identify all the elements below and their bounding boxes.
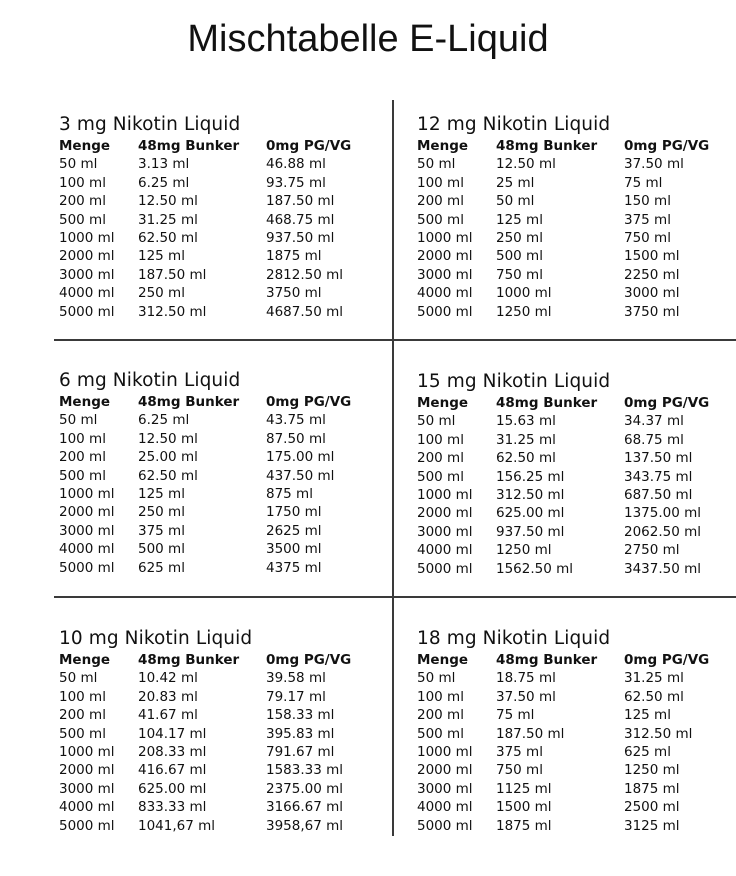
table-cell: 50 ml — [417, 413, 456, 430]
table-cell: 3000 ml — [59, 266, 115, 283]
table-cell: 1875 ml — [266, 248, 322, 265]
table-cell: 79.17 ml — [266, 688, 326, 705]
column-header: 48mg Bunker — [496, 138, 598, 154]
table-cell: 100 ml — [59, 688, 106, 705]
table-cell: 343.75 ml — [624, 468, 693, 485]
mix-section — [417, 114, 736, 321]
table-header-row — [417, 394, 734, 412]
mix-table — [417, 651, 734, 835]
table-cell: 50 ml — [417, 156, 456, 173]
table-cell: 375 ml — [496, 744, 543, 761]
table-cell: 208.33 ml — [138, 744, 207, 761]
table-row — [59, 247, 376, 265]
table-row — [417, 266, 734, 284]
table-cell: 5000 ml — [417, 560, 473, 577]
table-cell: 875 ml — [266, 486, 313, 503]
table-cell: 50 ml — [59, 412, 98, 429]
table-cell: 43.75 ml — [266, 412, 326, 429]
table-cell: 1875 ml — [496, 817, 552, 834]
section-heading: 6 mg Nikotin Liquid — [59, 370, 241, 391]
table-cell: 2000 ml — [59, 504, 115, 521]
table-cell: 37.50 ml — [624, 156, 684, 173]
table-cell: 104.17 ml — [138, 725, 207, 742]
column-header: 48mg Bunker — [138, 652, 240, 668]
table-cell: 200 ml — [417, 193, 464, 210]
table-cell: 187.50 ml — [138, 266, 207, 283]
table-cell: 250 ml — [138, 285, 185, 302]
table-cell: 31.25 ml — [138, 211, 198, 228]
table-row — [59, 266, 376, 284]
table-cell: 75 ml — [496, 707, 535, 724]
table-cell: 93.75 ml — [266, 174, 326, 191]
table-cell: 4000 ml — [59, 799, 115, 816]
table-cell: 1000 ml — [59, 744, 115, 761]
table-row — [59, 706, 376, 724]
table-row — [59, 780, 376, 798]
section-heading: 18 mg Nikotin Liquid — [417, 628, 611, 649]
table-cell: 62.50 ml — [138, 230, 198, 247]
mix-table — [59, 137, 376, 321]
column-header: Menge — [417, 395, 469, 411]
table-cell: 100 ml — [417, 174, 464, 191]
table-cell: 100 ml — [417, 431, 464, 448]
table-cell: 3750 ml — [624, 303, 680, 320]
column-header: 48mg Bunker — [496, 395, 598, 411]
table-cell: 500 ml — [417, 468, 464, 485]
table-cell: 5000 ml — [417, 303, 473, 320]
table-row — [59, 522, 376, 540]
column-header: 0mg PG/VG — [266, 138, 352, 154]
table-cell: 4000 ml — [59, 285, 115, 302]
column-header: 0mg PG/VG — [624, 138, 710, 154]
table-cell: 4000 ml — [59, 541, 115, 558]
mix-table — [59, 651, 376, 835]
column-header: 0mg PG/VG — [266, 394, 352, 410]
table-cell: 175.00 ml — [266, 449, 335, 466]
column-header: Menge — [417, 138, 469, 154]
table-cell: 156.25 ml — [496, 468, 565, 485]
table-row — [417, 155, 734, 173]
table-header-row — [59, 137, 376, 155]
table-row — [59, 761, 376, 779]
table-row — [59, 798, 376, 816]
table-cell: 18.75 ml — [496, 670, 556, 687]
table-row — [59, 411, 376, 429]
table-cell: 62.50 ml — [496, 450, 556, 467]
table-cell: 3958,67 ml — [266, 817, 344, 834]
table-cell: 1125 ml — [496, 780, 552, 797]
table-cell: 750 ml — [624, 230, 671, 247]
table-row — [417, 817, 734, 835]
table-row — [59, 559, 376, 577]
table-row — [417, 761, 734, 779]
table-cell: 6.25 ml — [138, 174, 190, 191]
table-cell: 468.75 ml — [266, 211, 335, 228]
table-cell: 2500 ml — [624, 799, 680, 816]
table-row — [59, 303, 376, 321]
table-cell: 12.50 ml — [138, 193, 198, 210]
table-header-row — [417, 137, 734, 155]
table-cell: 416.67 ml — [138, 762, 207, 779]
column-header: Menge — [59, 394, 111, 410]
table-row — [417, 486, 734, 504]
table-cell: 937.50 ml — [266, 230, 335, 247]
table-row — [417, 780, 734, 798]
table-cell: 50 ml — [59, 156, 98, 173]
column-header: 0mg PG/VG — [266, 652, 352, 668]
table-cell: 1500 ml — [624, 248, 680, 265]
table-cell: 312.50 ml — [624, 725, 693, 742]
page-title: Mischtabelle E-Liquid — [187, 18, 549, 60]
table-cell: 4375 ml — [266, 559, 322, 576]
table-cell: 500 ml — [417, 211, 464, 228]
table-cell: 50 ml — [496, 193, 535, 210]
table-cell: 25.00 ml — [138, 449, 198, 466]
table-cell: 4000 ml — [417, 799, 473, 816]
table-row — [59, 669, 376, 687]
section-heading: 10 mg Nikotin Liquid — [59, 628, 253, 649]
table-cell: 100 ml — [59, 174, 106, 191]
table-cell: 500 ml — [138, 541, 185, 558]
column-header: 0mg PG/VG — [624, 652, 710, 668]
table-cell: 3166.67 ml — [266, 799, 344, 816]
table-cell: 200 ml — [59, 707, 106, 724]
table-row — [417, 725, 734, 743]
table-cell: 937.50 ml — [496, 523, 565, 540]
table-cell: 750 ml — [496, 266, 543, 283]
table-cell: 2812.50 ml — [266, 266, 344, 283]
table-cell: 1562.50 ml — [496, 560, 574, 577]
table-cell: 5000 ml — [417, 817, 473, 834]
table-row — [417, 174, 734, 192]
table-cell: 687.50 ml — [624, 487, 693, 504]
table-cell: 62.50 ml — [624, 688, 684, 705]
table-cell: 3000 ml — [417, 266, 473, 283]
table-row — [417, 229, 734, 247]
table-cell: 250 ml — [496, 230, 543, 247]
table-cell: 3000 ml — [417, 780, 473, 797]
mix-table — [417, 394, 734, 578]
table-row — [59, 174, 376, 192]
table-row — [417, 468, 734, 486]
table-cell: 625.00 ml — [138, 780, 207, 797]
table-cell: 312.50 ml — [138, 303, 207, 320]
table-row — [417, 798, 734, 816]
table-cell: 3000 ml — [417, 523, 473, 540]
table-row — [417, 688, 734, 706]
table-cell: 41.67 ml — [138, 707, 198, 724]
table-cell: 1000 ml — [417, 744, 473, 761]
table-cell: 187.50 ml — [266, 193, 335, 210]
table-row — [417, 284, 734, 302]
column-header: Menge — [59, 138, 111, 154]
table-row — [417, 523, 734, 541]
table-cell: 2375.00 ml — [266, 780, 344, 797]
table-row — [59, 503, 376, 521]
table-cell: 1500 ml — [496, 799, 552, 816]
horizontal-divider-top — [54, 339, 736, 341]
table-cell: 2625 ml — [266, 522, 322, 539]
table-cell: 3500 ml — [266, 541, 322, 558]
table-cell: 4000 ml — [417, 285, 473, 302]
table-row — [417, 706, 734, 724]
table-cell: 68.75 ml — [624, 431, 684, 448]
table-row — [59, 688, 376, 706]
table-cell: 625 ml — [138, 559, 185, 576]
table-cell: 312.50 ml — [496, 487, 565, 504]
table-cell: 395.83 ml — [266, 725, 335, 742]
table-cell: 125 ml — [138, 248, 185, 265]
table-row — [59, 448, 376, 466]
table-row — [417, 412, 734, 430]
table-cell: 1000 ml — [417, 230, 473, 247]
table-row — [59, 155, 376, 173]
table-header-row — [59, 393, 376, 411]
table-cell: 1875 ml — [624, 780, 680, 797]
table-cell: 10.42 ml — [138, 670, 198, 687]
table-cell: 2000 ml — [59, 248, 115, 265]
table-row — [417, 743, 734, 761]
table-row — [417, 449, 734, 467]
table-cell: 2250 ml — [624, 266, 680, 283]
table-cell: 46.88 ml — [266, 156, 326, 173]
table-row — [59, 817, 376, 835]
table-cell: 4687.50 ml — [266, 303, 344, 320]
table-cell: 2062.50 ml — [624, 523, 702, 540]
table-cell: 39.58 ml — [266, 670, 326, 687]
table-cell: 50 ml — [59, 670, 98, 687]
table-cell: 1000 ml — [59, 486, 115, 503]
table-cell: 1000 ml — [417, 487, 473, 504]
mix-table — [59, 393, 376, 577]
table-row — [59, 192, 376, 210]
table-row — [59, 485, 376, 503]
table-cell: 5000 ml — [59, 303, 115, 320]
table-cell: 4000 ml — [417, 542, 473, 559]
table-cell: 37.50 ml — [496, 688, 556, 705]
table-cell: 12.50 ml — [496, 156, 556, 173]
table-row — [59, 467, 376, 485]
table-cell: 3750 ml — [266, 285, 322, 302]
table-cell: 125 ml — [624, 707, 671, 724]
table-cell: 158.33 ml — [266, 707, 335, 724]
table-cell: 500 ml — [59, 211, 106, 228]
table-cell: 5000 ml — [59, 559, 115, 576]
table-cell: 25 ml — [496, 174, 535, 191]
table-cell: 2000 ml — [417, 248, 473, 265]
table-header-row — [59, 651, 376, 669]
table-cell: 87.50 ml — [266, 430, 326, 447]
mix-section — [59, 370, 379, 577]
table-cell: 100 ml — [59, 430, 106, 447]
column-header: 48mg Bunker — [496, 652, 598, 668]
mix-section — [59, 628, 379, 835]
mix-section — [417, 628, 736, 835]
table-cell: 75 ml — [624, 174, 663, 191]
table-cell: 791.67 ml — [266, 744, 335, 761]
table-cell: 625 ml — [624, 744, 671, 761]
table-row — [59, 284, 376, 302]
table-cell: 50 ml — [417, 670, 456, 687]
table-cell: 500 ml — [417, 725, 464, 742]
table-cell: 200 ml — [417, 707, 464, 724]
table-cell: 187.50 ml — [496, 725, 565, 742]
section-heading: 12 mg Nikotin Liquid — [417, 114, 611, 135]
table-cell: 20.83 ml — [138, 688, 198, 705]
table-row — [417, 247, 734, 265]
table-cell: 3.13 ml — [138, 156, 190, 173]
table-row — [59, 540, 376, 558]
mix-table — [417, 137, 734, 321]
table-cell: 1750 ml — [266, 504, 322, 521]
table-cell: 375 ml — [138, 522, 185, 539]
section-heading: 3 mg Nikotin Liquid — [59, 114, 241, 135]
horizontal-divider-bottom — [54, 596, 736, 598]
table-cell: 750 ml — [496, 762, 543, 779]
column-header: 0mg PG/VG — [624, 395, 710, 411]
table-cell: 31.25 ml — [496, 431, 556, 448]
table-row — [417, 560, 734, 578]
column-header: Menge — [417, 652, 469, 668]
table-cell: 12.50 ml — [138, 430, 198, 447]
table-cell: 137.50 ml — [624, 450, 693, 467]
column-header: Menge — [59, 652, 111, 668]
table-cell: 1000 ml — [496, 285, 552, 302]
table-row — [417, 303, 734, 321]
table-cell: 125 ml — [496, 211, 543, 228]
table-row — [417, 504, 734, 522]
table-cell: 5000 ml — [59, 817, 115, 834]
table-header-row — [417, 651, 734, 669]
table-row — [59, 725, 376, 743]
section-heading: 15 mg Nikotin Liquid — [417, 371, 611, 392]
column-header: 48mg Bunker — [138, 138, 240, 154]
column-header: 48mg Bunker — [138, 394, 240, 410]
table-cell: 2000 ml — [417, 505, 473, 522]
table-cell: 500 ml — [496, 248, 543, 265]
table-cell: 1250 ml — [496, 542, 552, 559]
table-cell: 34.37 ml — [624, 413, 684, 430]
table-cell: 6.25 ml — [138, 412, 190, 429]
table-cell: 3125 ml — [624, 817, 680, 834]
table-cell: 15.63 ml — [496, 413, 556, 430]
table-cell: 2000 ml — [59, 762, 115, 779]
table-cell: 437.50 ml — [266, 467, 335, 484]
mix-section — [417, 371, 736, 578]
mix-section — [59, 114, 379, 321]
table-row — [59, 743, 376, 761]
table-cell: 1041,67 ml — [138, 817, 216, 834]
table-cell: 1583.33 ml — [266, 762, 344, 779]
table-cell: 62.50 ml — [138, 467, 198, 484]
table-cell: 31.25 ml — [624, 670, 684, 687]
table-cell: 833.33 ml — [138, 799, 207, 816]
table-row — [417, 669, 734, 687]
table-cell: 150 ml — [624, 193, 671, 210]
table-row — [417, 211, 734, 229]
table-cell: 2750 ml — [624, 542, 680, 559]
table-row — [417, 541, 734, 559]
table-cell: 2000 ml — [417, 762, 473, 779]
table-cell: 3437.50 ml — [624, 560, 702, 577]
table-cell: 625.00 ml — [496, 505, 565, 522]
table-cell: 200 ml — [59, 193, 106, 210]
table-row — [417, 192, 734, 210]
table-row — [59, 430, 376, 448]
table-cell: 1250 ml — [496, 303, 552, 320]
table-cell: 250 ml — [138, 504, 185, 521]
table-cell: 1375.00 ml — [624, 505, 702, 522]
table-cell: 1000 ml — [59, 230, 115, 247]
table-cell: 3000 ml — [59, 780, 115, 797]
table-cell: 500 ml — [59, 725, 106, 742]
table-cell: 1250 ml — [624, 762, 680, 779]
table-cell: 200 ml — [417, 450, 464, 467]
table-row — [59, 229, 376, 247]
table-cell: 3000 ml — [624, 285, 680, 302]
table-cell: 125 ml — [138, 486, 185, 503]
table-cell: 500 ml — [59, 467, 106, 484]
table-row — [417, 431, 734, 449]
table-cell: 375 ml — [624, 211, 671, 228]
table-cell: 100 ml — [417, 688, 464, 705]
vertical-divider — [392, 100, 394, 836]
table-cell: 200 ml — [59, 449, 106, 466]
table-row — [59, 211, 376, 229]
table-cell: 3000 ml — [59, 522, 115, 539]
